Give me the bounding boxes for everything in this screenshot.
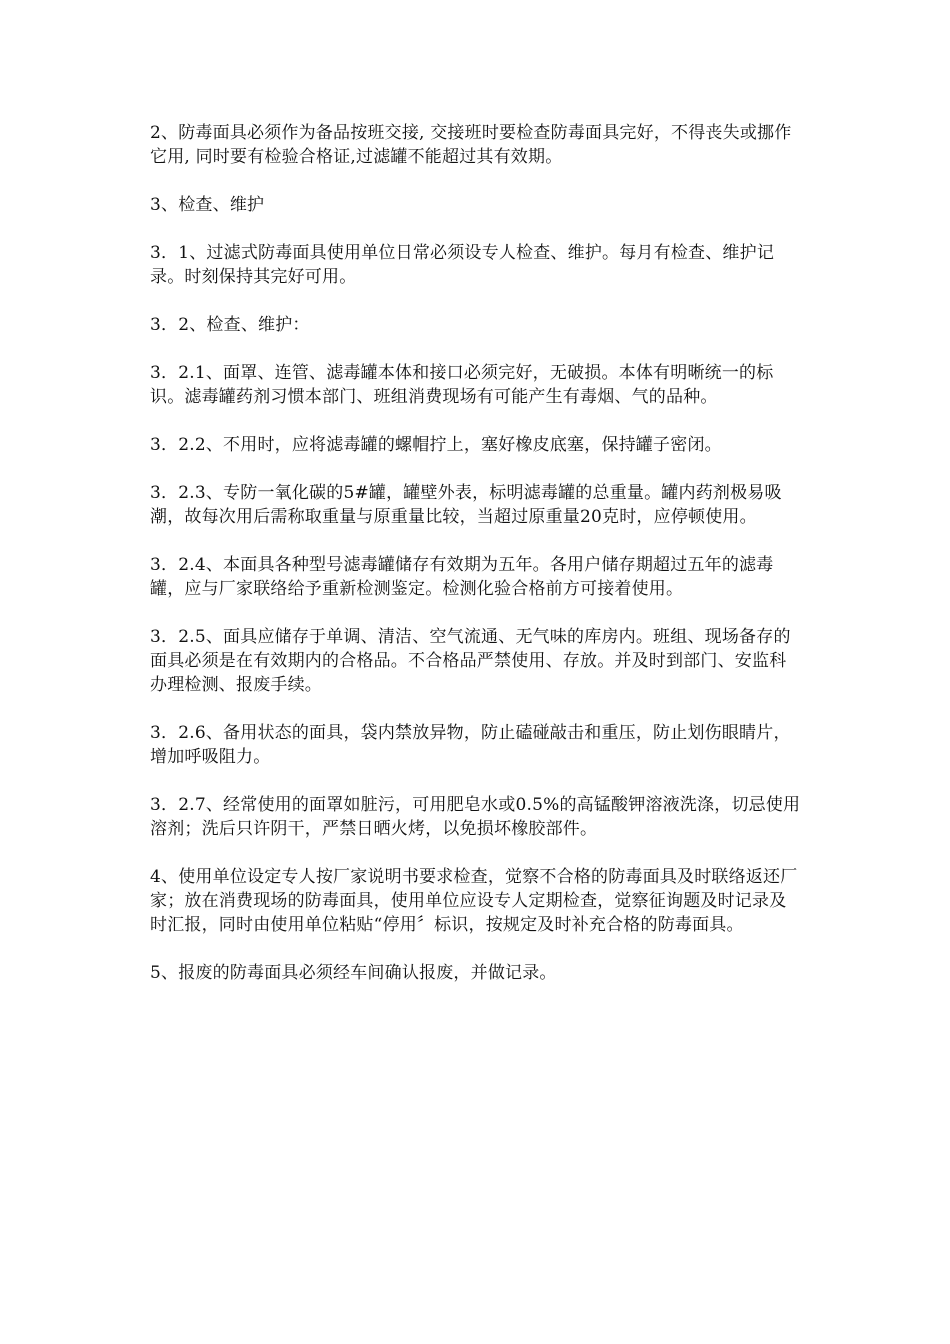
paragraph-5: 5、报废的防毒面具必须经车间确认报废，并做记录。	[150, 963, 557, 983]
paragraph-3-2-3: 3．2.3、专防一氧化碳的5#罐，罐壁外表，标明滤毒罐的总重量。罐内药剂极易吸潮，故每次用后需称取重量与原重量比较，当超过原重量20克时，应停顿使用。	[150, 483, 782, 527]
paragraph-3-2-6: 3．2.6、备用状态的面具，袋内禁放异物，防止磕碰敲击和重压，防止划伤眼睛片，增加呼吸阻力。	[150, 723, 791, 767]
paragraph-3-1: 3．1、过滤式防毒面具使用单位日常必须设专人检查、维护。每月有检查、维护记录。时刻保持其完好可用。	[150, 243, 775, 287]
paragraph-4: 4、使用单位设定专人按厂家说明书要求检查，觉察不合格的防毒面具及时联络返还厂家；放在消费现场的防毒面具，使用单位应设专人定期检查，觉察征询题及时记录及时汇报，同时由使用单位粘贴“停用〞标识，按规定及时补充合格的防毒面具。	[150, 867, 798, 935]
paragraph-3-2-5: 3．2.5、面具应储存于单调、清洁、空气流通、无气味的库房内。班组、现场备存的面具必须是在有效期内的合格品。不合格品严禁使用、存放。并及时到部门、安监科办理检测、报废手续。	[150, 627, 791, 695]
paragraph-shift-handover: 2、防毒面具必须作为备品按班交接, 交接班时要检查防毒面具完好，不得丧失或挪作它用, 同时要有检验合格证,过滤罐不能超过其有效期。	[150, 123, 792, 167]
paragraph-3-2-4: 3．2.4、本面具各种型号滤毒罐储存有效期为五年。各用户储存期超过五年的滤毒罐，应与厂家联络给予重新检测鉴定。检测化验合格前方可接着使用。	[150, 555, 774, 599]
paragraph-3-2-2: 3．2.2、不用时，应将滤毒罐的螺帽拧上，塞好橡皮底塞，保持罐子密闭。	[150, 435, 722, 455]
heading-3-2: 3．2、检查、维护：	[150, 315, 310, 335]
heading-inspection-maintenance: 3、检查、维护	[150, 195, 265, 215]
paragraph-3-2-1: 3．2.1、面罩、连管、滤毒罐本体和接口必须完好，无破损。本体有明晰统一的标识。滤毒罐药剂习惯本部门、班组消费现场有可能产生有毒烟、气的品种。	[150, 363, 774, 407]
paragraph-3-2-7: 3．2.7、经常使用的面罩如脏污，可用肥皂水或0.5%的高锰酸钾溶液洗涤，切忌使用溶剂；洗后只许阴干，严禁日晒火烤，以免损坏橡胶部件。	[150, 795, 801, 839]
document-body	[150, 121, 802, 1009]
